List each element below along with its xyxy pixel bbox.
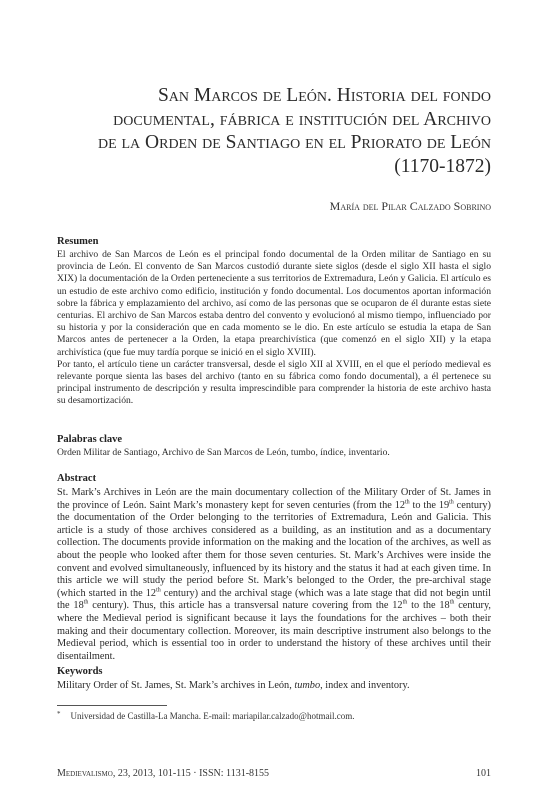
keywords-heading: Keywords (57, 666, 103, 677)
footnote (57, 711, 354, 721)
abstract-paragraph: St. Mark’s Archives in León are the main documentary collection of the Military Order of St. James in the province of León. Saint Mark’s monastery kept for seven centuries (from the 12th to the 19th century) the documentation of the Order belonging to the territories of Extremadura, León and Galicia. This article is a study of those archives considered as a building, as an institution and as a documentary collection. The documents provide information on the making and the location of the archives, as well as about the people who looked after them for those seven centuries. St. Mark’s Archives were inside the convent and evolved simultaneously, influenced by its history and the status it had at each given time. In this article we will study the period before St. Mark’s belonged to the Order, the pre-archival stage (which started in the 12th century) and the archival stage (which was a late stage that did not begin until the 18th century). Thus, this article has a transversal nature covering from the 12th to the 18th century, where the Medieval period is significant because it lays the foundations for the archives – both their making and their documentary collection. Moreover, its main descriptive instrument also belongs to the Medieval period, which is essential too in order to understand the history of these archives until their disentailment. (57, 487, 492, 662)
resumen-body (57, 249, 491, 408)
article-title (57, 84, 491, 178)
title-line: documental, fábrica e institución del Archivo (113, 108, 491, 130)
journal-citation: Medievalismo, 23, 2013, 101-115 · ISSN: 1131-8155 (57, 768, 270, 779)
footnote-mark: * (57, 710, 61, 718)
title-line: San Marcos de León. Historia del fondo (157, 85, 491, 106)
abstract-body (57, 487, 491, 663)
keywords-text: Military Order of St. James, St. Mark’s archives in León, tumbo, index and inventory. (57, 680, 410, 691)
palabras-clave-text: Orden Militar de Santiago, Archivo de San Marcos de León, tumbo, índice, inventario. (57, 447, 390, 458)
resumen-paragraph: El archivo de San Marcos de León es el principal fondo documental de la Orden militar de Santiago en su provincia de León. El convento de San Marcos custodió durante siete siglos (desde el siglo XII hasta el siglo XIX) la documentación de la Orden perteneciente a sus territorios de Extremadura, León y Galicia. El artículo es un estudio de este archivo como edificio, institución y fondo documental. Los documentos aportan información sobre la fábrica y emplazamiento del archivo, así como de las personas que se ocuparon de él durante estas siete centurias. El archivo de San Marcos estaba dentro del convento y evolucionó al mismo tiempo, influenciado por su historia y por la consideración que en cada momento se le dio. En este artículo se estudia la etapa de San Marcos antes de pertenecer a la Orden, la etapa prearchivística (que comenzó en el siglo XII) y la etapa archivística (que fue muy tardía porque se inició en el siglo XVIII). (57, 249, 491, 358)
page-number: 101 (476, 768, 491, 779)
author-name: María del Pilar Calzado Sobrino (329, 199, 491, 213)
title-line: (1170-1872) (394, 155, 491, 177)
title-line: de la Orden de Santiago en el Priorato de León (97, 132, 491, 153)
footnote-text: Universidad de Castilla-La Mancha. E-mail: mariapilar.calzado@hotmail.com. (70, 711, 355, 721)
footnote-divider (57, 705, 167, 706)
abstract-heading: Abstract (57, 473, 97, 484)
resumen-paragraph: Por tanto, el artículo tiene un carácter transversal, desde el siglo XII al XVIII, en el que el período medieval es relevante porque sienta las bases del archivo (tanto en su fábrica como fondo documental), a él pertenece su principal instrumento de descripción y resulta imprescindible para comprender la historia de este archivo hasta su desamortización. (57, 358, 491, 407)
palabras-clave-heading: Palabras clave (57, 434, 123, 445)
resumen-heading: Resumen (57, 236, 99, 247)
